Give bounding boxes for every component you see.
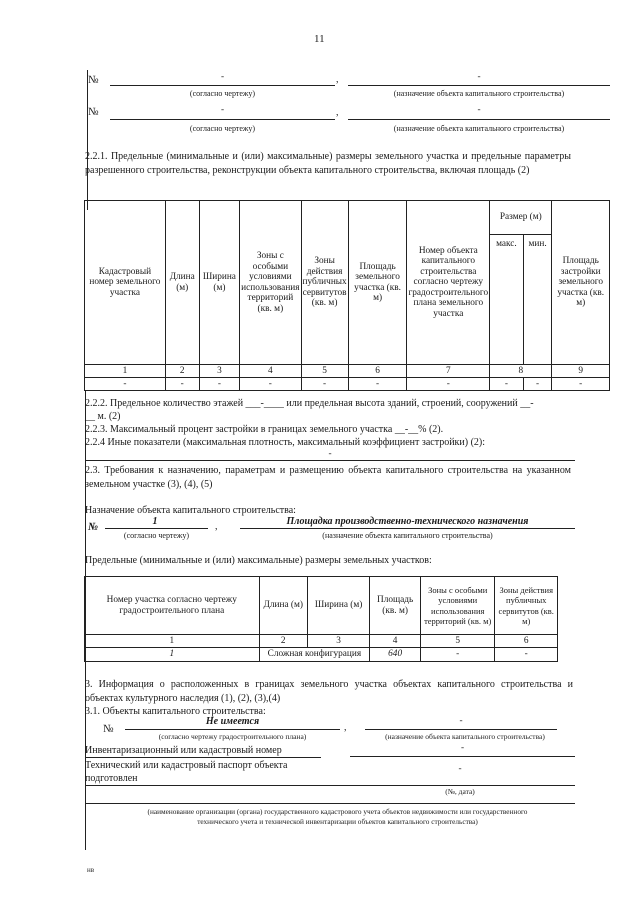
table-cell: - <box>552 378 610 391</box>
plot-number-cell: 1 <box>85 648 260 662</box>
underline <box>350 756 575 757</box>
underline <box>125 729 340 730</box>
value-left: - <box>220 105 225 115</box>
header-zones: Зоны с особыми условиями использования территорий (кв. м) <box>420 577 495 635</box>
section-2-3-text: 2.3. Требования к назначению, параметрам и размещению объекта капитального строительства на указанном земельном участке (3), (4), (5) <box>85 465 571 490</box>
configuration-cell: Сложная конфигурация <box>259 648 370 662</box>
col-number: 7 <box>407 365 490 378</box>
underline <box>85 757 321 758</box>
object-number: 1 <box>152 516 158 527</box>
num-sign: № <box>103 723 114 735</box>
caption-left: (согласно чертежу градостроительного плана) <box>158 732 307 741</box>
table-cell: - <box>85 378 166 391</box>
header-width: Ширина (м) <box>199 201 240 365</box>
header-servitudes: Зоны действия публичных сервитутов (кв. м) <box>495 577 558 635</box>
underline <box>348 85 610 86</box>
table-cell: - <box>301 378 348 391</box>
section-2-2-2-line1: 2.2.2. Предельное количество этажей ___-____ или предельная высота зданий, строений, сооружений __- <box>85 398 534 409</box>
area-cell: 640 <box>370 648 421 662</box>
org-caption-2: технического учета и технической инвентаризации объектов капитального строительства) <box>197 817 478 826</box>
table-cell: - <box>199 378 240 391</box>
underline <box>365 729 557 730</box>
table-cell: - <box>490 378 524 391</box>
col-number: 4 <box>370 635 421 648</box>
margin-line <box>87 70 88 210</box>
table-cell: - <box>523 378 552 391</box>
header-area: Площадь (кв. м) <box>370 577 421 635</box>
caption-right: (назначение объекта капитального строительства) <box>393 89 565 98</box>
col-number: 5 <box>301 365 348 378</box>
col-number: 2 <box>165 365 199 378</box>
footer-mark: нв <box>87 866 95 874</box>
table-cell: - <box>165 378 199 391</box>
col-number: 5 <box>420 635 495 648</box>
header-servitudes: Зоны действия публичных сервитутов (кв. м) <box>301 201 348 365</box>
section-2-2-4: 2.2.4 Иные показатели (максимальная плотность, максимальный коэффициент застройки) (2): <box>85 437 486 448</box>
passport-value: - <box>458 764 462 774</box>
caption-right: (назначение объекта капитального строительства) <box>322 531 493 540</box>
value-right: - <box>477 105 481 115</box>
underline <box>348 119 610 120</box>
col-number: 2 <box>259 635 307 648</box>
col-number: 3 <box>199 365 240 378</box>
page-number: 11 <box>314 33 325 45</box>
underline <box>110 85 335 86</box>
col-number: 8 <box>490 365 552 378</box>
underline <box>85 460 575 461</box>
zones-cell: - <box>420 648 495 662</box>
header-built-area: Площадь застройки земельного участка (кв. м) <box>552 201 610 365</box>
header-object-number: Номер объекта капитального строительства согласно чертежу градостроительного плана земельного участка <box>407 201 490 365</box>
inventory-label: Инвентаризационный или кадастровый номер <box>85 745 282 756</box>
underline <box>105 528 208 529</box>
header-area: Площадь земельного участка (кв. м) <box>348 201 407 365</box>
section-2-2-4-value: - <box>328 449 332 459</box>
passport-label-2: подготовлен <box>85 773 138 784</box>
purpose-label: Назначение объекта капитального строительства: <box>85 505 296 516</box>
col-number: 3 <box>307 635 369 648</box>
underline <box>110 119 335 120</box>
header-length: Длина (м) <box>165 201 199 365</box>
section-3-1-title: 3.1. Объекты капитального строительства: <box>85 706 266 717</box>
underline <box>85 803 575 804</box>
section-2-2-3: 2.2.3. Максимальный процент застройки в границах земельного участка __-__% (2). <box>85 424 444 435</box>
col-number: 4 <box>240 365 301 378</box>
params-table <box>84 200 610 391</box>
comma: , <box>336 74 339 85</box>
num-sign: № <box>88 74 99 86</box>
header-length: Длина (м) <box>259 577 307 635</box>
section-2-2-2-line2: __ м. (2) <box>85 411 121 422</box>
header-zones: Зоны с особыми условиями использования территорий (кв. м) <box>240 201 301 365</box>
inventory-value: - <box>460 743 465 753</box>
header-size: Размер (м) <box>490 201 552 235</box>
caption-left: (согласно чертежу) <box>123 531 190 540</box>
header-cadastral: Кадастровый номер земельного участка <box>85 201 166 365</box>
caption-right: (назначение объекта капитального строительства) <box>393 124 565 133</box>
object-purpose: Площадка производственно-технического назначения <box>286 516 529 527</box>
servitudes-cell: - <box>495 648 558 662</box>
comma: , <box>215 521 218 532</box>
num-sign: № <box>88 521 99 533</box>
comma: , <box>336 107 339 118</box>
comma: , <box>344 722 347 733</box>
caption-left: (согласно чертежу) <box>189 89 256 98</box>
table-cell: - <box>348 378 407 391</box>
num-sign: № <box>88 106 99 118</box>
sizes-table <box>84 576 558 662</box>
caption-left: (согласно чертежу) <box>189 124 256 133</box>
header-width: Ширина (м) <box>307 577 369 635</box>
header-plot-number: Номер участка согласно чертежу градостроительного плана <box>85 577 260 635</box>
passport-label-1: Технический или кадастровый паспорт объекта <box>85 760 288 771</box>
col-number: 6 <box>495 635 558 648</box>
table-cell: - <box>407 378 490 391</box>
col-number: 6 <box>348 365 407 378</box>
org-caption-1: (наименование организации (органа) государственного кадастрового учета объектов недвижимости или государственного <box>147 807 528 816</box>
sizes-title: Предельные (минимальные и (или) максимальные) размеры земельных участков: <box>85 555 432 566</box>
object-value: Не имеется <box>205 716 260 727</box>
col-number: 9 <box>552 365 610 378</box>
col-number: 1 <box>85 365 166 378</box>
section-3-text: 3. Информация о расположенных в границах земельного участка объектах капитального строительства и объектах культурного наследия (1), (2), (3),(4) <box>85 679 573 704</box>
table-cell: - <box>240 378 301 391</box>
col-number: 1 <box>85 635 260 648</box>
section-2-2-1-text: 2.2.1. Предельные (минимальные и (или) максимальные) размеры земельного участка и предельные параметры разрешенного строительства, реконструкции объекта капитального строительства, включая площадь (2) <box>85 151 571 176</box>
underline <box>85 785 575 786</box>
header-size-max: макс. <box>490 235 524 365</box>
underline <box>240 528 575 529</box>
object-purpose-value: - <box>459 716 463 726</box>
date-caption: (№, дата) <box>445 787 475 796</box>
caption-right: (назначение объекта капитального строительства) <box>385 732 545 741</box>
value-left: - <box>220 72 225 82</box>
header-size-min: мин. <box>523 235 552 365</box>
value-right: - <box>477 72 481 82</box>
